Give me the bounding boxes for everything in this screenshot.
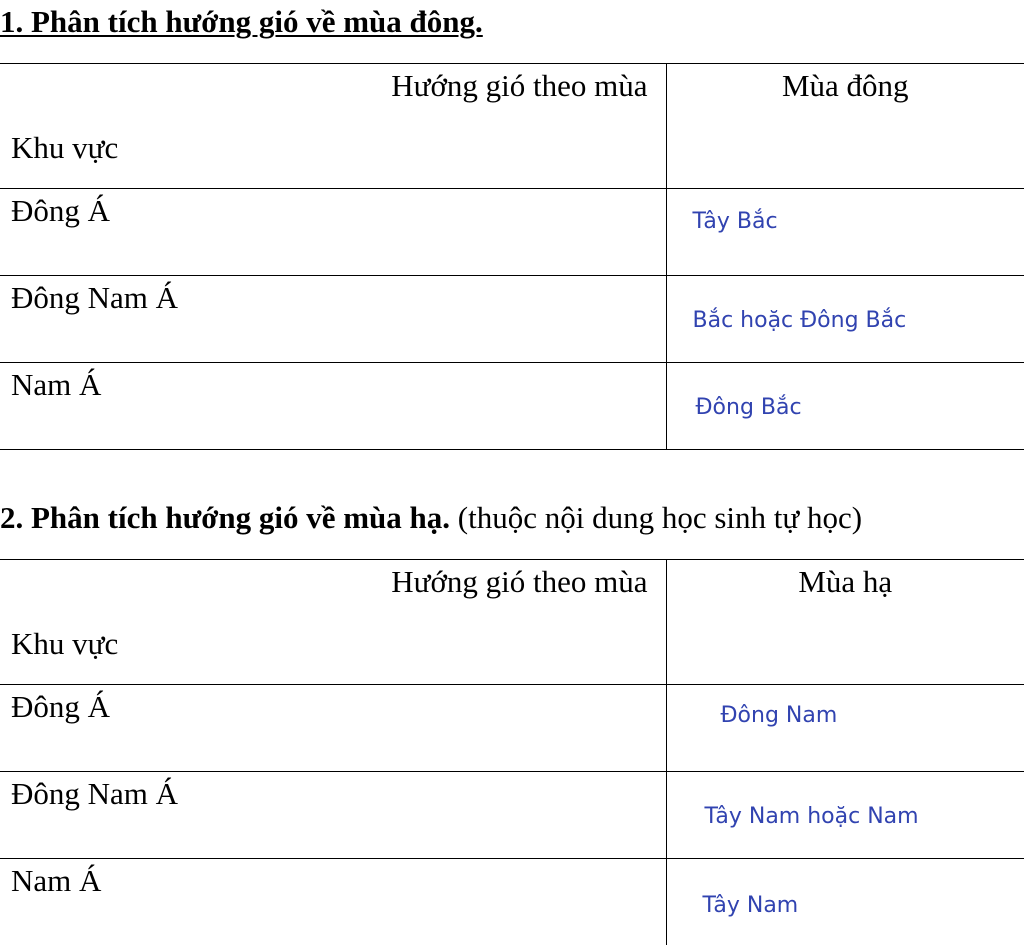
region-name: Đông Nam Á xyxy=(11,280,178,316)
region-cell xyxy=(0,685,666,772)
region-name: Đông Nam Á xyxy=(11,776,178,812)
summer-wind-table xyxy=(0,559,1024,945)
wind-direction-answer: Bắc hoặc Đông Bắc xyxy=(693,308,907,333)
answer-cell xyxy=(666,189,1024,276)
region-name: Đông Á xyxy=(11,193,110,229)
region-name: Đông Á xyxy=(11,689,110,725)
wind-direction-answer: Đông Bắc xyxy=(696,395,802,420)
region-cell xyxy=(0,189,666,276)
region-cell xyxy=(0,276,666,363)
header-direction-label: Hướng gió theo mùa xyxy=(391,68,647,104)
header-region-label: Khu vực xyxy=(11,626,118,662)
region-name: Nam Á xyxy=(11,367,101,403)
season-label: Mùa đông xyxy=(667,68,1024,104)
header-region-label: Khu vực xyxy=(11,130,118,166)
header-direction-label: Hướng gió theo mùa xyxy=(391,564,647,600)
section1-heading xyxy=(0,4,483,40)
answer-cell xyxy=(666,363,1024,450)
table-row xyxy=(0,276,1024,363)
diagonal-header-cell xyxy=(0,64,666,189)
table-row xyxy=(0,859,1024,945)
wind-direction-answer: Đông Nam xyxy=(721,703,838,728)
wind-direction-answer: Tây Nam hoặc Nam xyxy=(705,804,919,829)
wind-direction-answer: Tây Nam xyxy=(703,893,799,918)
section2-note: (thuộc nội dung học sinh tự học) xyxy=(458,500,862,535)
region-cell xyxy=(0,363,666,450)
answer-cell xyxy=(666,276,1024,363)
table-header-row xyxy=(0,64,1024,189)
region-cell xyxy=(0,772,666,859)
section2-heading xyxy=(0,500,862,536)
wind-direction-answer: Tây Bắc xyxy=(693,209,778,234)
winter-wind-table xyxy=(0,63,1024,450)
season-header-cell xyxy=(666,560,1024,685)
section1-title: 1. Phân tích hướng gió về mùa đông. xyxy=(0,4,483,39)
table-row xyxy=(0,685,1024,772)
table-header-row xyxy=(0,560,1024,685)
answer-cell xyxy=(666,772,1024,859)
table-row xyxy=(0,189,1024,276)
season-label: Mùa hạ xyxy=(667,564,1024,600)
table-row xyxy=(0,363,1024,450)
answer-cell xyxy=(666,859,1024,945)
table-row xyxy=(0,772,1024,859)
season-header-cell xyxy=(666,64,1024,189)
section2-title: 2. Phân tích hướng gió về mùa hạ. xyxy=(0,500,450,535)
region-cell xyxy=(0,859,666,945)
diagonal-header-cell xyxy=(0,560,666,685)
region-name: Nam Á xyxy=(11,863,101,899)
answer-cell xyxy=(666,685,1024,772)
